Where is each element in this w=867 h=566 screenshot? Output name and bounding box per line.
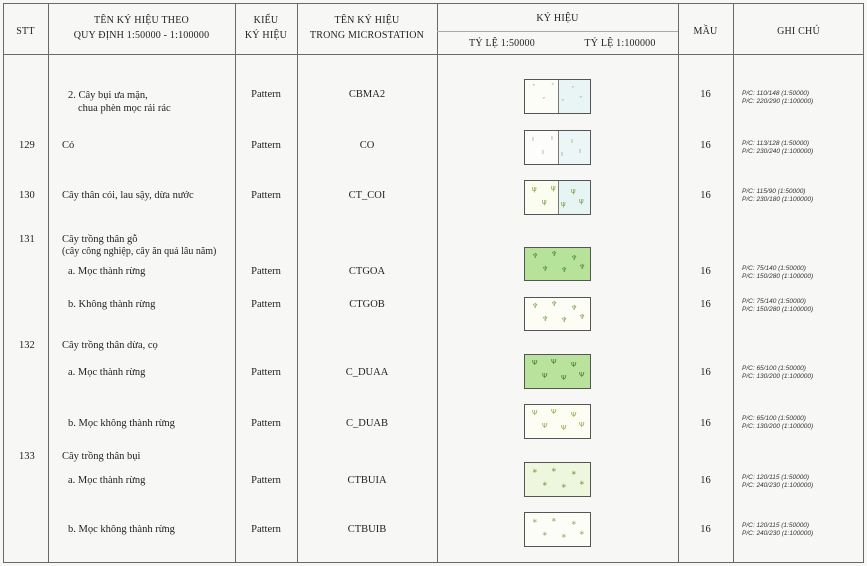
pattern-mark: ∗ <box>551 516 557 524</box>
row-note-1: P/C: 113/128 (1:50000) <box>742 140 810 147</box>
pattern-mark: ∗ <box>561 532 567 540</box>
ctgob-symbol <box>524 297 591 331</box>
pattern-mark: ♆ <box>571 254 578 262</box>
pattern-mark: ı <box>579 147 581 155</box>
pattern-mark: ψ <box>579 197 584 205</box>
row-note-1: P/C: 120/115 (1:50000) <box>742 474 810 481</box>
row-note-2: P/C: 240/230 (1:100000) <box>742 530 814 537</box>
pattern-mark: ψ <box>532 185 537 193</box>
row-type: Pattern <box>251 299 281 310</box>
row-type: Pattern <box>251 89 281 100</box>
row-type: Pattern <box>251 367 281 378</box>
row-note-1: P/C: 65/100 (1:50000) <box>742 365 806 372</box>
row-color: 16 <box>700 140 711 151</box>
ctbuia-symbol <box>524 462 591 497</box>
header-note: GHI CHÚ <box>777 26 820 37</box>
row-name: a. Mọc thành rừng <box>68 475 146 486</box>
pattern-mark: Ψ <box>561 374 567 382</box>
row-note-2: P/C: 150/280 (1:100000) <box>742 273 814 280</box>
pattern-mark: ♆ <box>542 265 549 273</box>
row-note-2: P/C: 240/230 (1:100000) <box>742 482 814 489</box>
header-stt: STT <box>16 26 35 37</box>
row-name: Cây trồng thân gỗ <box>62 234 138 245</box>
row-code: C_DUAA <box>345 367 389 378</box>
row-code: CT_COI <box>348 190 386 201</box>
ct-coi-symbol <box>524 180 591 215</box>
row-color: 16 <box>700 266 711 277</box>
pattern-mark: ♆ <box>542 315 549 323</box>
header-ms-1: TÊN KÝ HIỆU <box>334 15 400 26</box>
row-note-1: P/C: 120/115 (1:50000) <box>742 522 810 529</box>
row-color: 16 <box>700 418 711 429</box>
row-name: b. Không thành rừng <box>68 299 156 310</box>
pattern-mark: ♆ <box>551 250 558 258</box>
pattern-mark: ∗ <box>542 480 548 488</box>
c-duab-symbol <box>524 404 591 439</box>
header-symbol: KÝ HIỆU <box>536 13 579 24</box>
pattern-mark: ˇ <box>551 83 555 91</box>
pattern-mark: ♆ <box>561 316 568 324</box>
header-name-1: TÊN KÝ HIỆU THEO <box>94 15 189 26</box>
row-stt: 132 <box>19 340 35 351</box>
header-ms-2: TRONG MICROSTATION <box>309 30 425 41</box>
pattern-mark: ∗ <box>551 466 557 474</box>
header-name-2: QUY ĐỊNH 1:50000 - 1:100000 <box>73 30 210 41</box>
pattern-mark: ∗ <box>579 479 585 487</box>
pattern-mark: ı <box>542 148 544 156</box>
pattern-mark: ˇ <box>532 84 536 92</box>
row-name-line2: chua phèn mọc rải rác <box>78 103 171 114</box>
row-name: a. Mọc thành rừng <box>68 367 146 378</box>
pattern-mark: Ψ <box>579 371 585 379</box>
pattern-mark: ∗ <box>532 467 538 475</box>
pattern-mark: ı <box>532 135 534 143</box>
ctgoa-symbol <box>524 247 591 281</box>
pattern-mark: Ψ <box>551 358 557 366</box>
row-type: Pattern <box>251 190 281 201</box>
pattern-mark: ♆ <box>579 263 586 271</box>
row-stt: 131 <box>19 234 35 245</box>
ctbuib-symbol <box>524 512 591 547</box>
row-code: CO <box>359 140 375 151</box>
pattern-mark: Ψ <box>579 421 585 429</box>
row-note-1: P/C: 115/90 (1:50000) <box>742 188 806 195</box>
col-divider <box>733 3 734 563</box>
row-color: 16 <box>700 367 711 378</box>
pattern-mark: ı <box>571 137 573 145</box>
co-symbol <box>524 130 591 165</box>
row-note-2: P/C: 220/290 (1:100000) <box>742 98 814 105</box>
pattern-mark: ∗ <box>571 519 577 527</box>
row-note-2: P/C: 130/200 (1:100000) <box>742 373 814 380</box>
pattern-mark: Ψ <box>532 409 538 417</box>
col-divider <box>437 3 438 563</box>
row-stt: 133 <box>19 451 35 462</box>
pattern-mark: ∗ <box>561 482 567 490</box>
row-code: CTGOB <box>349 299 385 310</box>
row-note-2: P/C: 230/180 (1:100000) <box>742 196 814 203</box>
row-name: Cỏ <box>62 140 75 151</box>
pattern-mark: ♆ <box>551 300 558 308</box>
pattern-mark: ♆ <box>561 266 568 274</box>
pattern-mark: ˇ <box>561 99 565 107</box>
pattern-mark: Ψ <box>551 408 557 416</box>
header-color: MẦU <box>693 26 718 37</box>
pattern-mark: Ψ <box>532 359 538 367</box>
pattern-mark: ∗ <box>571 469 577 477</box>
pattern-mark: ♆ <box>532 302 539 310</box>
pattern-mark: ∗ <box>579 529 585 537</box>
symbol-right-half <box>558 181 591 214</box>
row-code: CTBUIA <box>347 475 387 486</box>
pattern-mark: Ψ <box>542 422 548 430</box>
row-color: 16 <box>700 475 711 486</box>
row-name-line2: (cây công nghiệp, cây ăn quả lâu năm) <box>62 246 217 257</box>
header-scale-50000: TỶ LỆ 1:50000 <box>469 38 535 49</box>
row-type: Pattern <box>251 266 281 277</box>
row-name: Cây trồng thân dừa, cọ <box>62 340 158 351</box>
row-code: CTGOA <box>348 266 386 277</box>
cbma2-symbol <box>524 79 591 114</box>
symbol-subheader-divider <box>437 31 678 32</box>
pattern-mark: ♆ <box>579 313 586 321</box>
row-type: Pattern <box>251 140 281 151</box>
col-divider <box>48 3 49 563</box>
row-color: 16 <box>700 524 711 535</box>
pattern-mark: ˇ <box>579 96 583 104</box>
row-note-1: P/C: 75/140 (1:50000) <box>742 298 806 305</box>
row-code: C_DUAB <box>345 418 388 429</box>
row-note-2: P/C: 230/240 (1:100000) <box>742 148 814 155</box>
pattern-mark: ψ <box>561 200 566 208</box>
row-stt: 129 <box>19 140 35 151</box>
row-color: 16 <box>700 299 711 310</box>
row-name: 2. Cây bụi ưa mặn, <box>68 90 148 101</box>
pattern-mark: ˇ <box>571 86 575 94</box>
row-type: Pattern <box>251 524 281 535</box>
pattern-mark: Ψ <box>542 372 548 380</box>
row-color: 16 <box>700 89 711 100</box>
pattern-mark: ˇ <box>542 97 546 105</box>
row-type: Pattern <box>251 475 281 486</box>
row-note-1: P/C: 65/100 (1:50000) <box>742 415 806 422</box>
symbol-right-half <box>558 80 591 113</box>
row-name: Cây trồng thân bụi <box>62 451 141 462</box>
row-name: a. Mọc thành rừng <box>68 266 146 277</box>
row-note-1: P/C: 75/140 (1:50000) <box>742 265 806 272</box>
header-type-2: KÝ HIỆU <box>244 30 288 41</box>
pattern-mark: ı <box>551 134 553 142</box>
c-duaa-symbol <box>524 354 591 389</box>
row-code: CBMA2 <box>348 89 386 100</box>
pattern-mark: ψ <box>551 184 556 192</box>
row-note-2: P/C: 150/280 (1:100000) <box>742 306 814 313</box>
pattern-mark: ψ <box>571 187 576 195</box>
pattern-mark: ∗ <box>532 517 538 525</box>
header-divider <box>3 54 864 55</box>
row-code: CTBUIB <box>347 524 387 535</box>
pattern-mark: Ψ <box>571 411 577 419</box>
row-color: 16 <box>700 190 711 201</box>
row-stt: 130 <box>19 190 35 201</box>
pattern-mark: Ψ <box>561 424 567 432</box>
pattern-mark: ψ <box>542 198 547 206</box>
row-note-2: P/C: 130/200 (1:100000) <box>742 423 814 430</box>
pattern-mark: ı <box>561 150 563 158</box>
symbol-right-half <box>558 131 591 164</box>
pattern-mark: Ψ <box>571 361 577 369</box>
header-type-1: KIỂU <box>253 15 279 26</box>
row-type: Pattern <box>251 418 281 429</box>
pattern-mark: ∗ <box>542 530 548 538</box>
pattern-mark: ♆ <box>571 304 578 312</box>
header-scale-100000: TỶ LỆ 1:100000 <box>584 38 656 49</box>
row-note-1: P/C: 110/148 (1:50000) <box>742 90 810 97</box>
pattern-mark: ♆ <box>532 252 539 260</box>
row-name: Cây thân cói, lau sậy, dừa nước <box>62 190 194 201</box>
row-name: b. Mọc không thành rừng <box>68 418 175 429</box>
row-name: b. Mọc không thành rừng <box>68 524 175 535</box>
